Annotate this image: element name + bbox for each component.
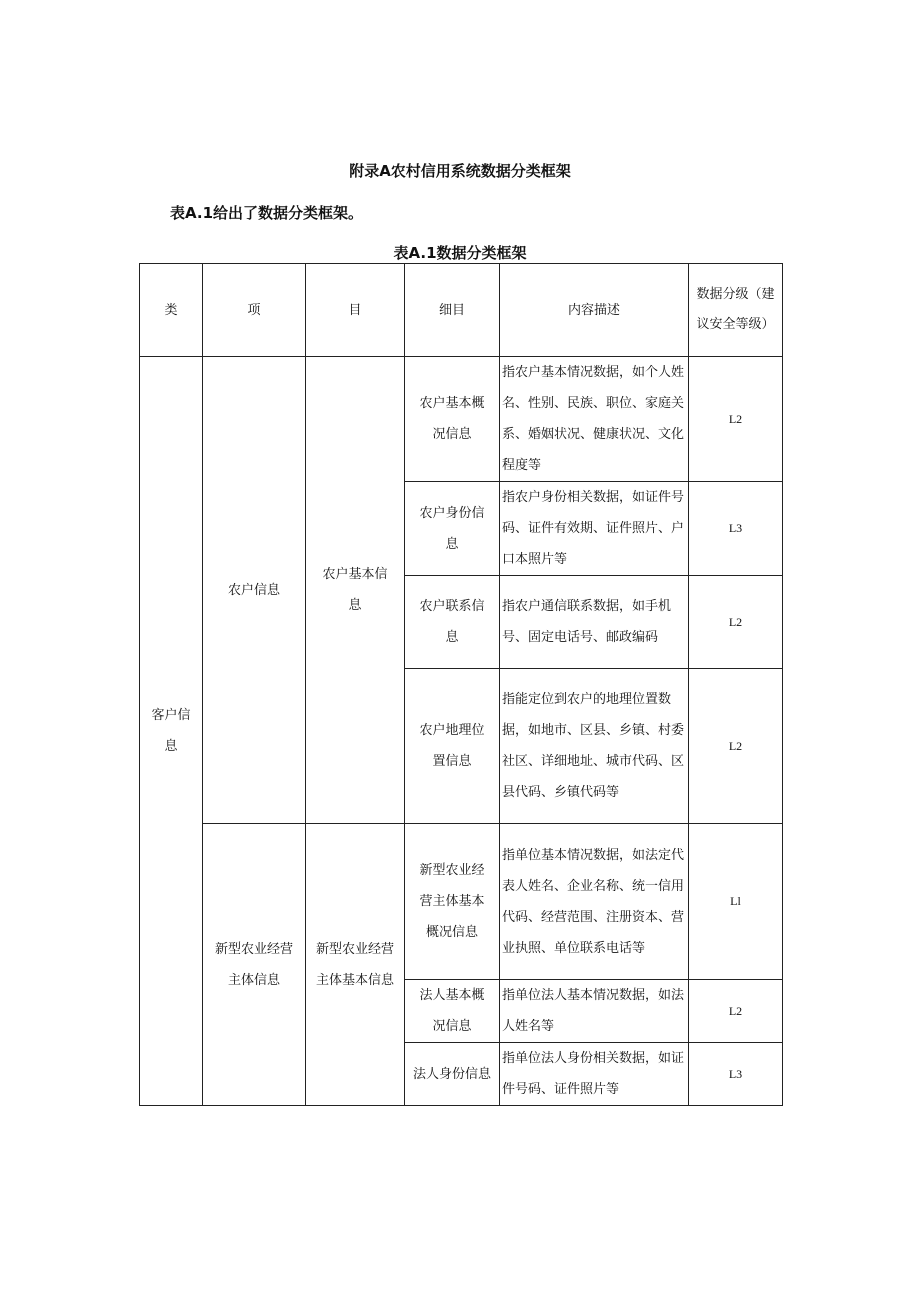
description-cell: 指农户基本情况数据，如个人姓名、性别、民族、职位、家庭关系、婚姻状况、健康状况、文化程度等 [500,357,689,482]
table-row [140,357,783,482]
level-cell: L2 [689,669,783,824]
detail-cell: 法人基本概况信息 [405,980,500,1043]
level-cell: L3 [689,1043,783,1106]
header-level: 数据分级（建议安全等级） [689,264,783,357]
level-cell: L2 [689,357,783,482]
description-cell: 指单位法人身份相关数据，如证件号码、证件照片等 [500,1043,689,1106]
item-cell: 新型农业经营主体信息 [203,824,306,1106]
subject-cell: 新型农业经营主体基本信息 [306,824,405,1106]
detail-cell: 农户地理位置信息 [405,669,500,824]
category-cell: 客户信息 [140,357,203,1106]
detail-cell: 农户基本概况信息 [405,357,500,482]
description-cell: 指农户身份相关数据，如证件号码、证件有效期、证件照片、户口本照片等 [500,482,689,576]
table-header-row [140,264,783,357]
level-cell: L2 [689,980,783,1043]
header-item: 项 [203,264,306,357]
subject-cell: 农户基本信息 [306,357,405,824]
header-category: 类 [140,264,203,357]
item-cell: 农户信息 [203,357,306,824]
intro-paragraph: 表A.1给出了数据分类框架。 [170,204,364,222]
data-classification-table [139,263,783,1106]
header-detail: 细目 [405,264,500,357]
header-description: 内容描述 [500,264,689,357]
header-subject: 目 [306,264,405,357]
description-cell: 指农户通信联系数据，如手机号、固定电话号、邮政编码 [500,576,689,669]
appendix-title: 附录A农村信用系统数据分类框架 [349,162,571,180]
description-cell: 指单位法人基本情况数据，如法人姓名等 [500,980,689,1043]
detail-cell: 农户身份信息 [405,482,500,576]
description-cell: 指单位基本情况数据，如法定代表人姓名、企业名称、统一信用代码、经营范围、注册资本、营业执照、单位联系电话等 [500,824,689,980]
level-cell: L2 [689,576,783,669]
description-cell: 指能定位到农户的地理位置数据，如地市、区县、乡镇、村委社区、详细地址、城市代码、区县代码、乡镇代码等 [500,669,689,824]
level-cell: Ll [689,824,783,980]
level-cell: L3 [689,482,783,576]
table-row [140,824,783,980]
detail-cell: 新型农业经营主体基本概况信息 [405,824,500,980]
table-caption: 表A.1数据分类框架 [393,244,527,262]
detail-cell: 法人身份信息 [405,1043,500,1106]
detail-cell: 农户联系信息 [405,576,500,669]
